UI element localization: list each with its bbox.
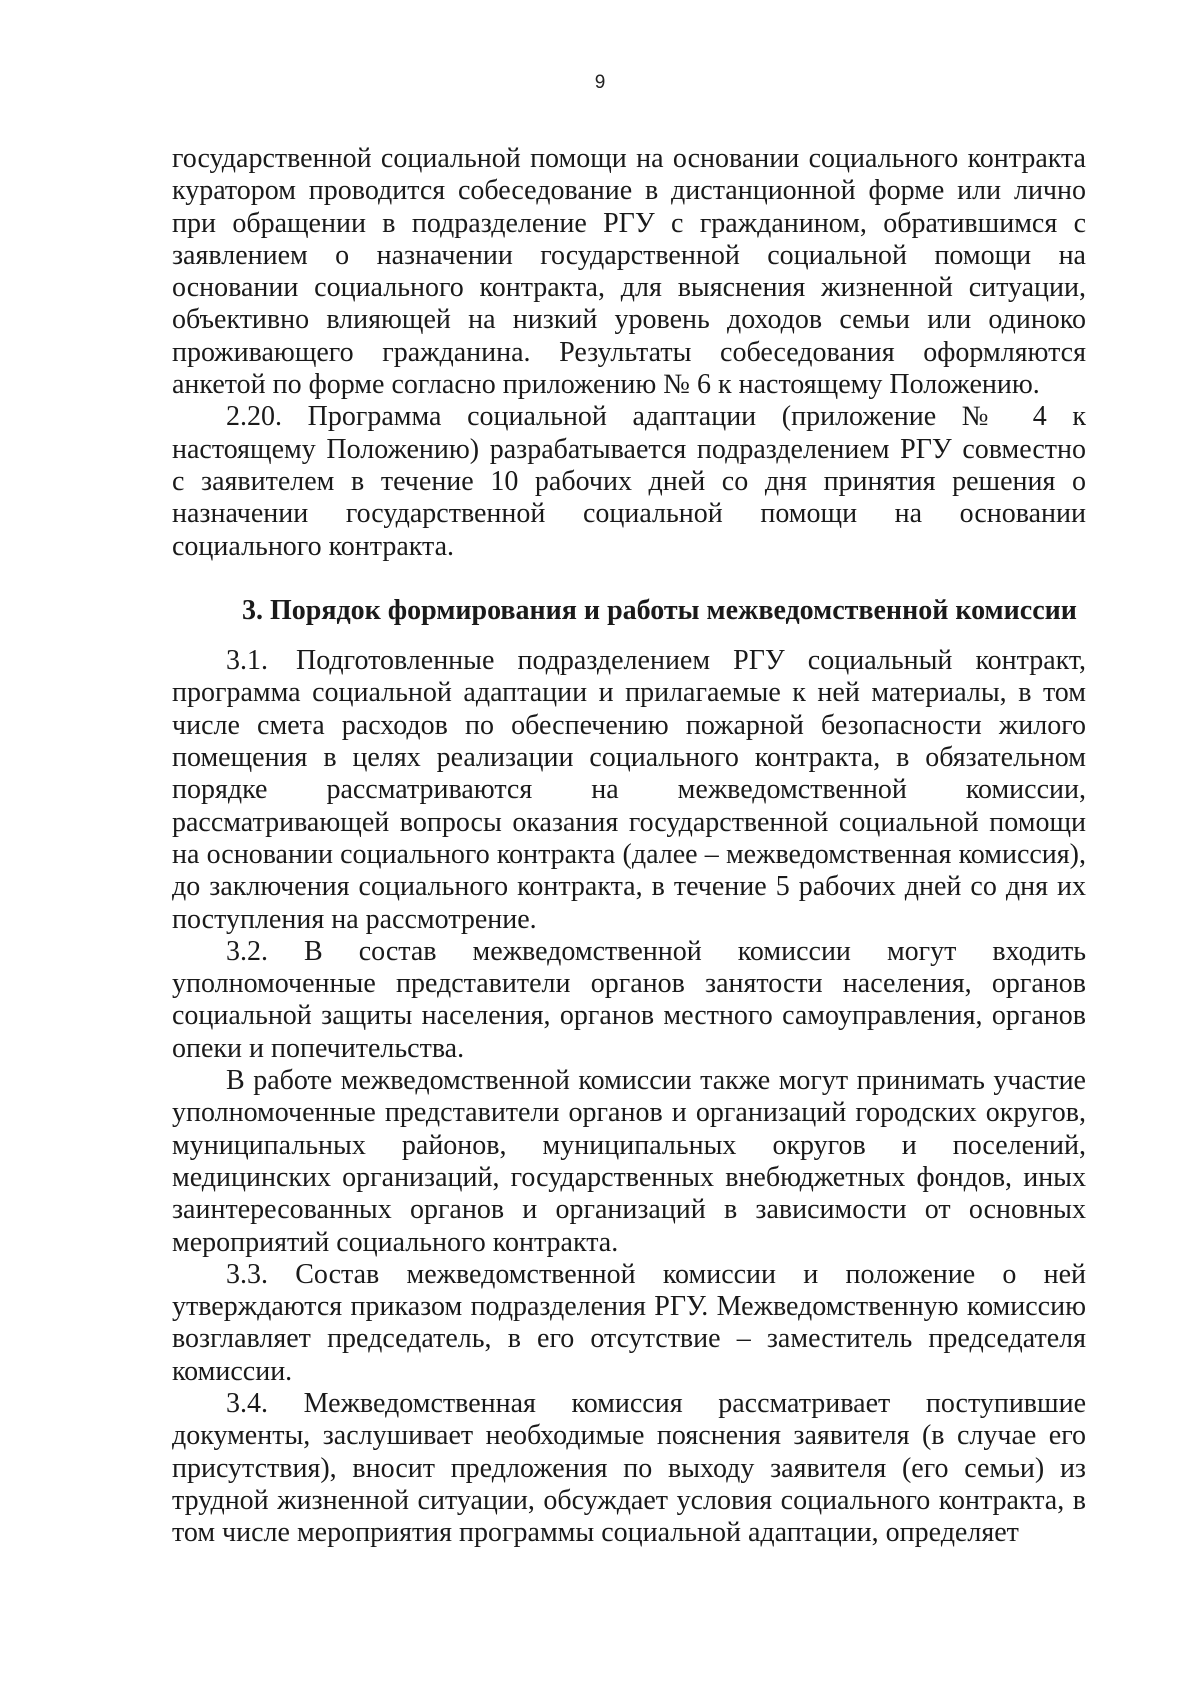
paragraph-2-20: 2.20. Программа социальной адаптации (приложение № 4 к настоящему Положению) разрабатывается подразделением РГУ совместно с заявителем в течение 10 рабочих дней со дня принятия решения о назначении государственной социальной помощи на основании социального контракта. — [172, 401, 1086, 562]
paragraph-3-1: 3.1. Подготовленные подразделением РГУ социальный контракт, программа социальной адаптации и прилагаемые к ней материалы, в том числе смета расходов по обеспечению пожарной безопасности жилого помещения в целях реализации социального контракта, в обязательном порядке рассматриваются на межведомственной комиссии, рассматривающей вопросы оказания государственной социальной помощи на основании социального контракта (далее – межведомственная комиссия), до заключения социального контракта, в течение 5 рабочих дней со дня их поступления на рассмотрение. — [172, 645, 1086, 935]
paragraph-3-2: 3.2. В состав межведомственной комиссии могут входить уполномоченные представители органов занятости населения, органов социальной защиты населения, органов местного самоуправления, органов опеки и попечительства. — [172, 935, 1086, 1064]
paragraph-3-2-continued: В работе межведомственной комиссии также могут принимать участие уполномоченные представители органов и организаций городских округов, муниципальных районов, муниципальных округов и поселений, медицинских организаций, государственных внебюджетных фондов, иных заинтересованных органов и организаций в зависимости от основных мероприятий социального контракта. — [172, 1065, 1086, 1258]
paragraph-continuation: государственной социальной помощи на основании социального контракта куратором проводится собеседование в дистанционной форме или лично при обращении в подразделение РГУ с гражданином, обратившимся с заявлением о назначении государственной социальной помощи на основании социального контракта, для выяснения жизненной ситуации, объективно влияющей на низкий уровень доходов семьи или одиноко проживающего гражданина. Результаты собеседования оформляются анкетой по форме согласно приложению № 6 к настоящему Положению. — [172, 143, 1086, 401]
paragraph-3-4: 3.4. Межведомственная комиссия рассматривает поступившие документы, заслушивает необходимые пояснения заявителя (в случае его присутствия), вносит предложения по выходу заявителя (его семьи) из трудной жизненной ситуации, обсуждает условия социального контракта, в том числе мероприятия программы социальной адаптации, определяет — [172, 1387, 1086, 1549]
paragraph-3-3: 3.3. Состав межведомственной комиссии и положение о ней утверждаются приказом подразделения РГУ. Межведомственную комиссию возглавляет председатель, в его отсутствие – заместитель председателя комиссии. — [172, 1258, 1086, 1387]
document-body — [172, 143, 1086, 1549]
page-number: 9 — [594, 72, 606, 93]
section-heading: 3. Порядок формирования и работы межведомственной комиссии — [242, 594, 1077, 626]
